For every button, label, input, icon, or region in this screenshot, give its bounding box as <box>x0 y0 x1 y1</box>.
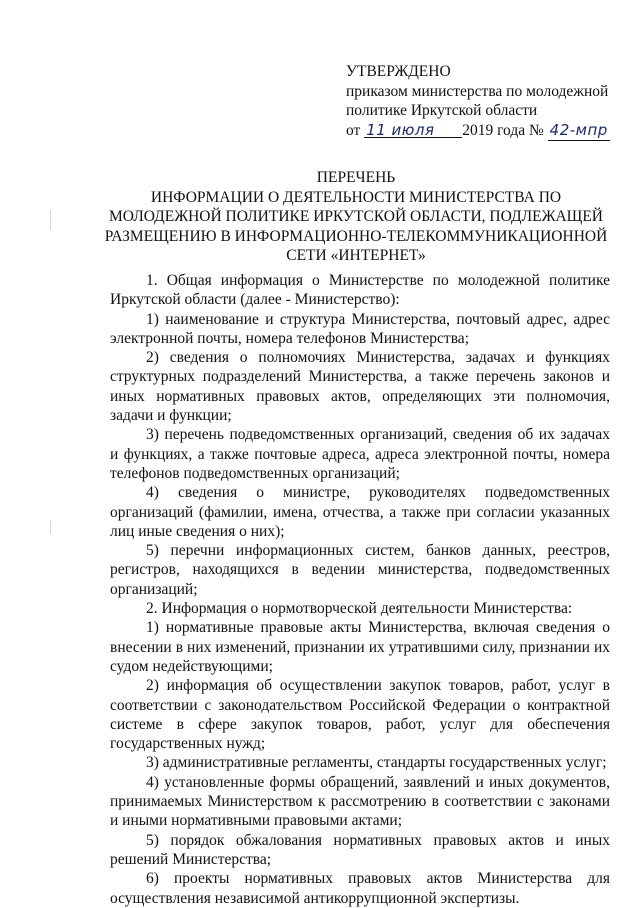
document-body <box>110 271 610 908</box>
approval-from-prefix: от <box>346 121 361 139</box>
paragraph: 2) информация об осуществлении закупок товаров, работ, услуг в соответствии с законодательством Российской Федерации о контрактной системе в сфере закупок товаров, работ, услуг для обеспечения государственных нужд; <box>110 677 610 753</box>
handwritten-number: 42-мпр <box>549 120 608 139</box>
title-line-2: ИНФОРМАЦИИ О ДЕЯТЕЛЬНОСТИ МИНИСТЕРСТВА ПО <box>150 188 562 206</box>
scan-edge-mark <box>50 520 51 534</box>
approval-number-field <box>548 121 610 142</box>
scan-edge-mark <box>50 210 51 230</box>
paragraph: 1. Общая информация о Министерстве по молодежной политике Иркутской области (далее - Министерство): <box>110 272 610 309</box>
paragraph: 6) проекты нормативных правовых актов Министерства для осуществления независимой антикоррупционной экспертизы. <box>110 870 610 907</box>
title-line-4: РАЗМЕЩЕНИЮ В ИНФОРМАЦИОННО-ТЕЛЕКОММУНИКАЦИОННОЙ <box>104 227 608 245</box>
paragraph: 5) порядок обжалования нормативных правовых актов и иных решений Министерства; <box>110 831 610 868</box>
document-title <box>96 168 616 266</box>
approval-heading: УТВЕРЖДЕНО <box>346 63 451 80</box>
paragraph: 1) нормативные правовые акты Министерства, включая сведения о внесении в них изменений, признании их утратившими силу, признании их судом недействующими; <box>110 619 610 675</box>
approval-line-2: политике Иркутской области <box>346 102 538 119</box>
paragraph: 2) сведения о полномочиях Министерства, задачах и функциях структурных подразделений Министерства, а также перечень законов и иных нормативных правовых актов, определяющих эти полномочия, задачи и функции; <box>110 349 610 425</box>
paragraph: 1) наименование и структура Министерства, почтовый адрес, адрес электронной почты, номера телефонов Министерства; <box>110 310 610 347</box>
paragraph: 2. Информация о нормотворческой деятельности Министерства: <box>146 600 573 618</box>
approval-stamp-block <box>346 62 626 141</box>
paragraph: 3) административные регламенты, стандарты государственных услуг; <box>146 754 607 772</box>
approval-date-line <box>346 121 626 142</box>
paragraph: 3) перечень подведомственных организаций, сведения об их задачах и функциях, а также почтовые адреса, адреса электронной почты, номера телефонов подведомственных организаций; <box>110 426 610 482</box>
approval-date-field <box>364 121 462 138</box>
title-line-5: СЕТИ «ИНТЕРНЕТ» <box>286 247 426 264</box>
paragraph: 5) перечни информационных систем, банков данных, реестров, регистров, находящихся в ведении министерства, подведомственных организаций; <box>110 542 610 598</box>
handwritten-date: 11 июля <box>366 120 435 139</box>
title-line-1: ПЕРЕЧЕНЬ <box>316 169 396 186</box>
paragraph: 4) сведения о министре, руководителях подведомственных организаций (фамилии, имена, отчества, а также при согласии указанных лиц иные сведения о них); <box>110 484 610 540</box>
paragraph: 4) установленные формы обращений, заявлений и иных документов, принимаемых Министерством к рассмотрению в соответствии с законами и иными нормативными правовыми актами; <box>110 773 610 830</box>
approval-line-1: приказом министерства по молодежной <box>346 82 609 100</box>
title-line-3: МОЛОДЕЖНОЙ ПОЛИТИКЕ ИРКУТСКОЙ ОБЛАСТИ, ПОДЛЕЖАЩЕЙ <box>109 208 603 225</box>
approval-year-text: 2019 года № <box>462 121 544 139</box>
